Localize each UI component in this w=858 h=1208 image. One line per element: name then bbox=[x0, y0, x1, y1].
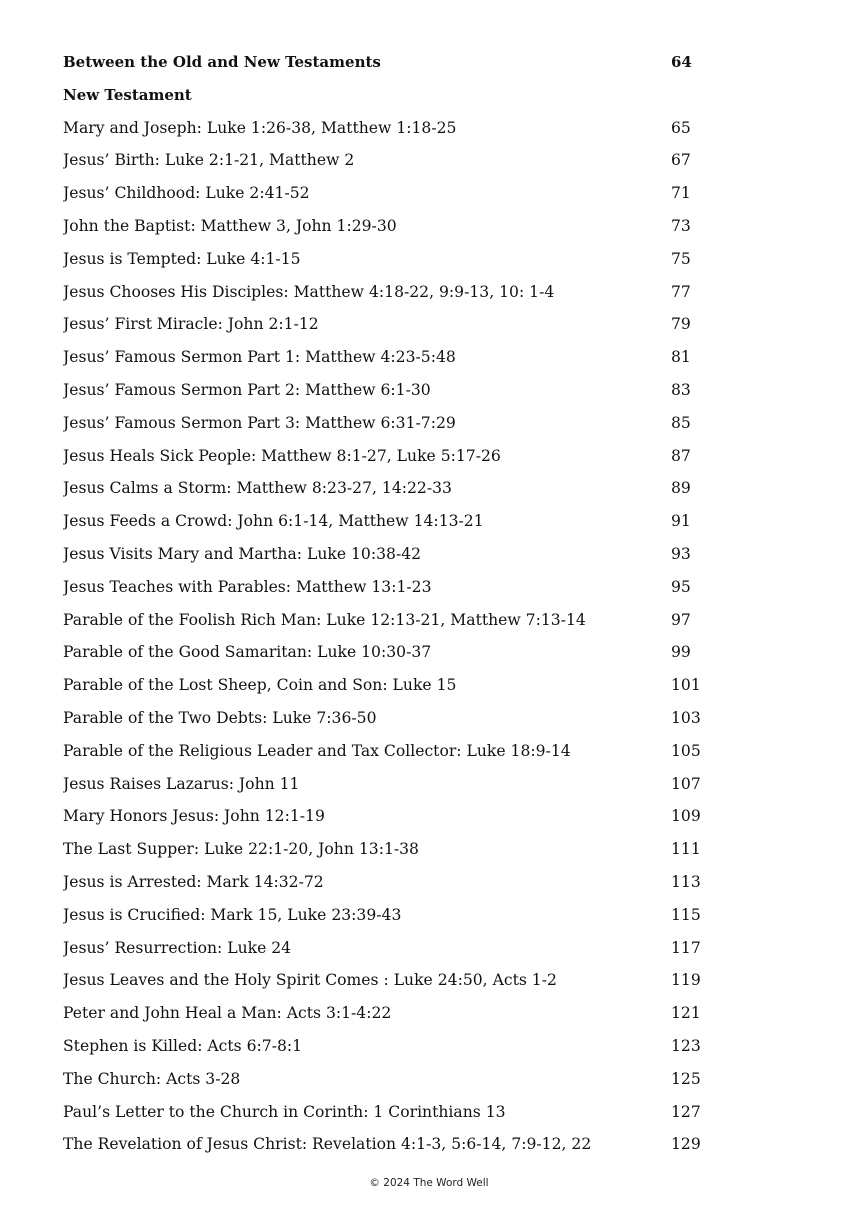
toc-entry-page-number: 93 bbox=[671, 544, 691, 563]
table-of-contents bbox=[63, 46, 723, 1161]
toc-entry-page-number: 117 bbox=[671, 938, 701, 957]
toc-entry-page-number: 101 bbox=[671, 676, 701, 695]
toc-entry-title: The Revelation of Jesus Christ: Revelation 4:1-3, 5:6-14, 7:9-12, 22 bbox=[63, 1135, 592, 1154]
toc-entry-page-number: 89 bbox=[671, 479, 691, 498]
toc-entry-page-number bbox=[671, 79, 723, 112]
toc-entry bbox=[63, 768, 723, 801]
toc-entry-page-number: 64 bbox=[671, 53, 692, 71]
toc-entry bbox=[63, 112, 723, 145]
toc-entry bbox=[63, 308, 723, 341]
toc-entry bbox=[63, 571, 723, 604]
toc-entry-page-number: 71 bbox=[671, 184, 691, 203]
toc-entry bbox=[63, 932, 723, 965]
toc-entry-page-number: 97 bbox=[671, 610, 691, 629]
toc-entry-page-number: 65 bbox=[671, 118, 691, 137]
toc-entry-title: Jesus’ First Miracle: John 2:1-12 bbox=[63, 315, 319, 334]
toc-entry-page-number: 91 bbox=[671, 512, 691, 531]
toc-entry bbox=[63, 538, 723, 571]
toc-entry bbox=[63, 407, 723, 440]
toc-entry-title: Parable of the Religious Leader and Tax Collector: Luke 18:9-14 bbox=[63, 741, 571, 760]
toc-section-heading bbox=[63, 79, 723, 112]
toc-entry-page-number: 127 bbox=[671, 1102, 701, 1121]
toc-entry bbox=[63, 800, 723, 833]
toc-entry-page-number: 103 bbox=[671, 708, 701, 727]
toc-entry bbox=[63, 144, 723, 177]
toc-entry-title: Jesus Feeds a Crowd: John 6:1-14, Matthew 14:13-21 bbox=[63, 512, 484, 531]
toc-entry-title: Jesus is Tempted: Luke 4:1-15 bbox=[63, 249, 301, 268]
toc-entry bbox=[63, 276, 723, 309]
toc-entry-title: Jesus’ Famous Sermon Part 2: Matthew 6:1-30 bbox=[63, 380, 431, 399]
toc-entry-page-number: 109 bbox=[671, 807, 701, 826]
toc-entry-page-number: 79 bbox=[671, 315, 691, 334]
toc-entry-page-number: 115 bbox=[671, 905, 701, 924]
toc-entry bbox=[63, 440, 723, 473]
toc-entry bbox=[63, 997, 723, 1030]
toc-entry-page-number: 129 bbox=[671, 1135, 701, 1154]
toc-entry-page-number: 111 bbox=[671, 840, 701, 859]
toc-entry bbox=[63, 210, 723, 243]
toc-entry-title: Parable of the Foolish Rich Man: Luke 12:13-21, Matthew 7:13-14 bbox=[63, 610, 586, 629]
toc-entry-page-number: 75 bbox=[671, 249, 691, 268]
toc-entry-title: Peter and John Heal a Man: Acts 3:1-4:22 bbox=[63, 1004, 392, 1023]
toc-entry-page-number: 85 bbox=[671, 413, 691, 432]
toc-entry-title: Jesus is Arrested: Mark 14:32-72 bbox=[63, 872, 324, 891]
toc-entry-page-number: 81 bbox=[671, 348, 691, 367]
toc-entry-title: The Church: Acts 3-28 bbox=[63, 1069, 241, 1088]
toc-entry bbox=[63, 604, 723, 637]
toc-entry-title: Jesus Chooses His Disciples: Matthew 4:18-22, 9:9-13, 10: 1-4 bbox=[63, 282, 555, 301]
toc-entry-title: Between the Old and New Testaments bbox=[63, 53, 381, 71]
toc-entry-title: John the Baptist: Matthew 3, John 1:29-30 bbox=[63, 216, 397, 235]
toc-entry-title: Jesus Visits Mary and Martha: Luke 10:38-42 bbox=[63, 544, 422, 563]
copyright-footer: © 2024 The Word Well bbox=[369, 1177, 489, 1189]
toc-entry-page-number: 83 bbox=[671, 380, 691, 399]
toc-entry-page-number: 119 bbox=[671, 971, 701, 990]
toc-entry-title: Mary and Joseph: Luke 1:26-38, Matthew 1:18-25 bbox=[63, 118, 457, 137]
toc-entry-title: Jesus’ Childhood: Luke 2:41-52 bbox=[63, 184, 310, 203]
toc-entry-title: Jesus’ Resurrection: Luke 24 bbox=[63, 938, 292, 957]
toc-entry-page-number: 67 bbox=[671, 151, 691, 170]
toc-entry bbox=[63, 735, 723, 768]
toc-entry bbox=[63, 669, 723, 702]
toc-entry-page-number: 105 bbox=[671, 741, 701, 760]
toc-entry-title: Jesus’ Famous Sermon Part 1: Matthew 4:23-5:48 bbox=[63, 348, 456, 367]
toc-section-heading bbox=[63, 46, 723, 79]
toc-entry bbox=[63, 833, 723, 866]
toc-entry bbox=[63, 243, 723, 276]
toc-entry bbox=[63, 1096, 723, 1129]
toc-entry bbox=[63, 866, 723, 899]
toc-entry bbox=[63, 1030, 723, 1063]
toc-entry-title: Jesus’ Famous Sermon Part 3: Matthew 6:31-7:29 bbox=[63, 413, 456, 432]
toc-entry bbox=[63, 177, 723, 210]
toc-entry bbox=[63, 702, 723, 735]
toc-entry-page-number: 123 bbox=[671, 1036, 701, 1055]
toc-entry-title: Mary Honors Jesus: John 12:1-19 bbox=[63, 807, 325, 826]
toc-entry-title: Jesus is Crucified: Mark 15, Luke 23:39-43 bbox=[63, 905, 402, 924]
toc-entry bbox=[63, 1128, 723, 1161]
toc-entry-page-number: 99 bbox=[671, 643, 691, 662]
toc-entry-title: The Last Supper: Luke 22:1-20, John 13:1-38 bbox=[63, 840, 419, 859]
toc-entry-title: Parable of the Two Debts: Luke 7:36-50 bbox=[63, 708, 377, 727]
toc-entry-title: Parable of the Good Samaritan: Luke 10:30-37 bbox=[63, 643, 432, 662]
toc-entry-page-number: 87 bbox=[671, 446, 691, 465]
toc-entry bbox=[63, 472, 723, 505]
toc-entry bbox=[63, 374, 723, 407]
toc-entry-page-number: 95 bbox=[671, 577, 691, 596]
toc-entry bbox=[63, 636, 723, 669]
toc-entry-page-number: 107 bbox=[671, 774, 701, 793]
toc-entry-title: Jesus Heals Sick People: Matthew 8:1-27, Luke 5:17-26 bbox=[63, 446, 501, 465]
toc-entry-title: New Testament bbox=[63, 85, 192, 104]
toc-entry bbox=[63, 505, 723, 538]
toc-entry bbox=[63, 341, 723, 374]
toc-entry-title: Jesus Calms a Storm: Matthew 8:23-27, 14:22-33 bbox=[63, 479, 452, 498]
toc-entry bbox=[63, 1063, 723, 1096]
toc-entry-title: Jesus Raises Lazarus: John 11 bbox=[63, 774, 300, 793]
toc-entry bbox=[63, 964, 723, 997]
toc-entry-title: Stephen is Killed: Acts 6:7-8:1 bbox=[63, 1036, 303, 1055]
toc-entry-title: Jesus’ Birth: Luke 2:1-21, Matthew 2 bbox=[63, 151, 355, 170]
toc-entry-title: Paul’s Letter to the Church in Corinth: 1 Corinthians 13 bbox=[63, 1102, 506, 1121]
toc-entry bbox=[63, 899, 723, 932]
toc-entry-page-number: 125 bbox=[671, 1069, 701, 1088]
toc-entry-title: Jesus Teaches with Parables: Matthew 13:1-23 bbox=[63, 577, 432, 596]
toc-entry-page-number: 73 bbox=[671, 216, 691, 235]
toc-entry-page-number: 77 bbox=[671, 282, 691, 301]
toc-entry-page-number: 113 bbox=[671, 872, 701, 891]
toc-entry-title: Parable of the Lost Sheep, Coin and Son: Luke 15 bbox=[63, 676, 457, 695]
toc-entry-title: Jesus Leaves and the Holy Spirit Comes : Luke 24:50, Acts 1-2 bbox=[63, 971, 557, 990]
toc-entry-page-number: 121 bbox=[671, 1004, 701, 1023]
